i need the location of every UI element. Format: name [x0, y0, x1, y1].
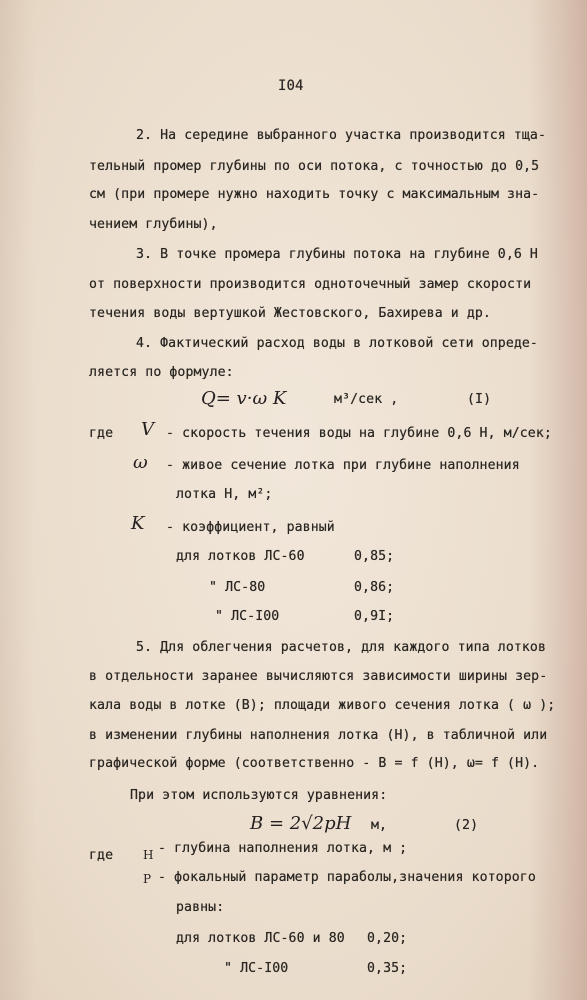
where-label-1: где: [89, 426, 114, 441]
formula-1: Q= v·ω K: [201, 388, 287, 409]
formula-1-unit: м³/сек ,: [334, 392, 399, 407]
p-row-2-label: " ЛС-I00: [224, 961, 289, 976]
where-label-2: где: [89, 848, 114, 863]
w-definition-2: лотка Н, м²;: [176, 487, 273, 502]
paragraph-5-line-4: в изменении глубины наполнения лотка (Н), в табличной или: [89, 728, 548, 743]
paragraph-5-line-5: графической форме (соответственно - В = f (Н), ω= f (Н).: [89, 756, 540, 771]
paragraph-4-line-1: 4. Фактический расход воды в лотковой сети опреде-: [136, 336, 538, 351]
paragraph-3-line-1: 3. В точке промера глубины потока на глубине 0,6 Н: [136, 247, 538, 262]
page-number: I04: [278, 78, 304, 94]
w-definition: - живое сечение лотка при глубине наполнения: [166, 458, 520, 473]
paragraph-2-line-1: 2. На середине выбранного участка производится тща-: [136, 128, 547, 143]
formula-2-unit: м,: [371, 818, 388, 833]
paragraph-3-line-3: течения воды вертушкой Жестовского, Бахирева и др.: [89, 306, 491, 321]
h-definition: - глубина наполнения лотка, м ;: [158, 841, 408, 856]
k-row-2-label: " ЛС-80: [209, 580, 266, 595]
paragraph-3-line-2: от поверхности производится одноточечный замер скорости: [89, 277, 532, 292]
formula-2: B = 2√2pH: [250, 813, 352, 834]
paragraph-6-line-1: При этом используются уравнения:: [130, 788, 388, 803]
k-definition: - коэффициент, равный: [166, 520, 335, 535]
h-symbol: H: [143, 848, 154, 862]
k-row-3-label: " ЛС-I00: [215, 609, 280, 624]
paragraph-2-line-2: тельный промер глубины по оси потока, с точностью до 0,5: [89, 159, 540, 174]
k-row-2-value: 0,86;: [354, 580, 395, 595]
k-row-1-label: для лотков ЛС-60: [176, 549, 305, 564]
paragraph-2-line-4: чением глубины),: [89, 217, 218, 232]
k-symbol: K: [131, 513, 145, 534]
paragraph-5-line-3: кала воды в лотке (В); площади живого сечения лотка ( ω );: [89, 698, 556, 713]
formula-1-number: (I): [467, 392, 492, 407]
v-symbol: V: [141, 419, 154, 440]
k-row-1-value: 0,85;: [354, 549, 395, 564]
w-symbol: ω: [133, 452, 148, 473]
p-definition-2: равны:: [176, 900, 225, 915]
p-row-2-value: 0,35;: [367, 961, 408, 976]
p-symbol: P: [143, 872, 152, 886]
paragraph-5-line-2: в отдельности заранее вычисляются зависимости ширины зер-: [89, 669, 548, 684]
paragraph-2-line-3: см (при промере нужно находить точку с максимальным зна-: [89, 187, 540, 202]
p-row-1-label: для лотков ЛС-60 и 80: [176, 931, 345, 946]
paragraph-4-line-2: ляется по формуле:: [89, 365, 234, 380]
formula-2-number: (2): [454, 818, 479, 833]
p-definition: - фокальный параметр параболы,значения которого: [158, 870, 536, 885]
p-row-1-value: 0,20;: [367, 931, 408, 946]
k-row-3-value: 0,9I;: [354, 609, 395, 624]
v-definition: - скорость течения воды на глубине 0,6 Н, м/сек;: [166, 426, 552, 441]
paragraph-5-line-1: 5. Для облегчения расчетов, для каждого типа лотков: [136, 640, 547, 655]
